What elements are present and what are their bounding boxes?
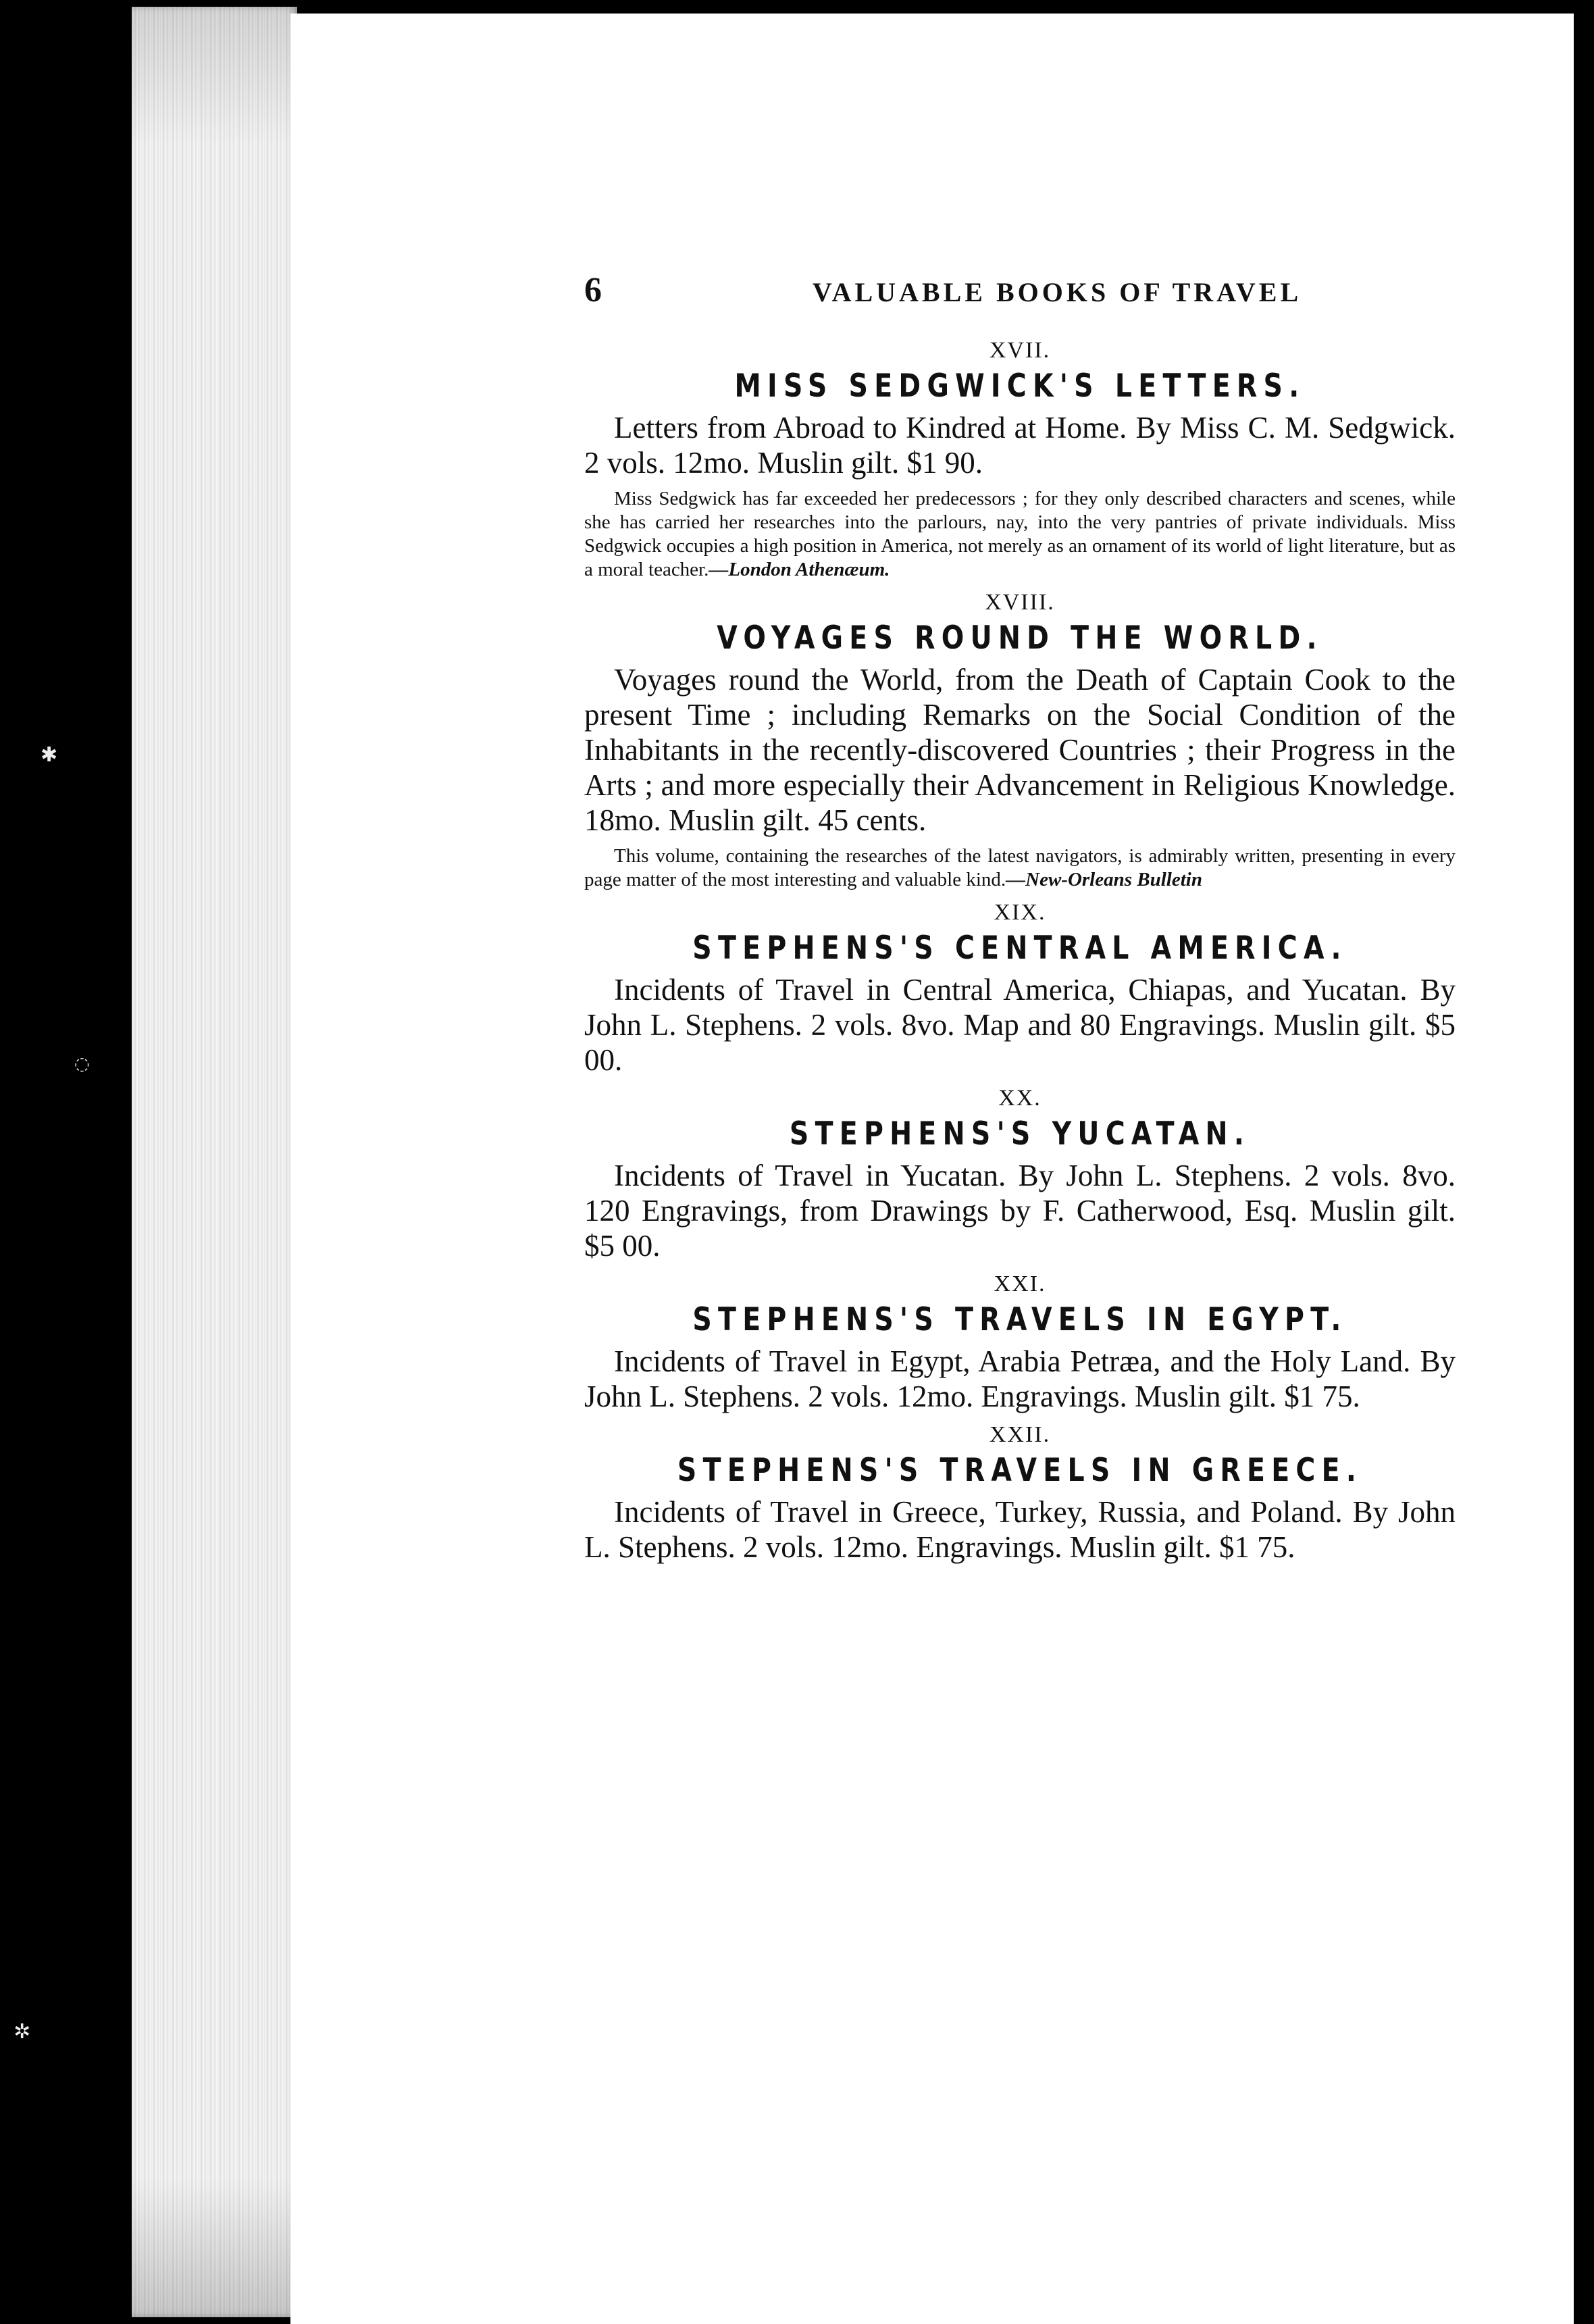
entry-title: VOYAGES ROUND THE WORLD. [717, 620, 1323, 657]
book-entry [584, 900, 1456, 1078]
review-source: —New-Orleans Bulletin [1006, 869, 1202, 890]
entry-description: Incidents of Travel in Egypt, Arabia Petræa, and the Holy Land. By John L. Stephens. 2 vols. 12mo. Engravings. Muslin gilt. $1 75. [584, 1344, 1456, 1413]
entry-review [584, 487, 1456, 582]
entry-title: MISS SEDGWICK'S LETTERS. [734, 368, 1306, 405]
entry-description: Voyages round the World, from the Death of Captain Cook to the present Time ; including Remarks on the Social Condition of the Inhabitants in the recently-discovered Countries ; their Progress in the Arts ; and more especially their Advancement in Religious Knowledge. 18mo. Muslin gilt. 45 cents. [584, 663, 1456, 837]
entry-numeral: XIX. [994, 900, 1046, 925]
book-entry [584, 1422, 1456, 1565]
scan-speck: ✱ [41, 743, 58, 767]
page-fore-edge [132, 7, 297, 2317]
entry-numeral: XVII. [989, 338, 1051, 363]
entry-title: STEPHENS'S TRAVELS IN EGYPT. [692, 1301, 1347, 1338]
entry-numeral: XX. [998, 1086, 1042, 1111]
book-entry [584, 590, 1456, 892]
running-head [584, 270, 1456, 324]
text-block [584, 270, 1456, 1573]
entry-numeral: XVIII. [985, 590, 1055, 615]
review-text: Miss Sedgwick has far exceeded her predecessors ; for they only described characters and scenes, while she has carried her researches into the parlours, nay, into the very pantries of private individuals. Miss Sedgwick occupies a high position in America, not merely as an ornament of its world of light literature, but as a moral teacher. [584, 488, 1456, 580]
review-text: This volume, containing the researches of the latest navigators, is admirably written, presenting in every page matter of the most interesting and valuable kind. [584, 845, 1456, 890]
entry-description: Letters from Abroad to Kindred at Home. By Miss C. M. Sedgwick. 2 vols. 12mo. Muslin gilt. $1 90. [584, 411, 1456, 480]
entry-description: Incidents of Travel in Yucatan. By John L. Stephens. 2 vols. 8vo. 120 Engravings, from Drawings by F. Catherwood, Esq. Muslin gilt. $5 00. [584, 1159, 1456, 1263]
entry-title: STEPHENS'S YUCATAN. [789, 1115, 1251, 1153]
page-number: 6 [584, 271, 602, 309]
scan-speck: ◌ [74, 1054, 90, 1074]
review-source: —London Athenæum. [709, 559, 890, 580]
book-entry [584, 1086, 1456, 1263]
entry-title: STEPHENS'S CENTRAL AMERICA. [692, 930, 1347, 967]
entry-description: Incidents of Travel in Central America, Chiapas, and Yucatan. By John L. Stephens. 2 vols. 8vo. Map and 80 Engravings. Muslin gilt. $5 00. [584, 973, 1456, 1077]
entry-title: STEPHENS'S TRAVELS IN GREECE. [677, 1452, 1363, 1489]
scan-speck: ✲ [14, 2020, 31, 2044]
book-entry [584, 1271, 1456, 1414]
entry-review [584, 844, 1456, 892]
book-entry [584, 338, 1456, 582]
entry-numeral: XXII. [989, 1422, 1051, 1447]
entry-description: Incidents of Travel in Greece, Turkey, Russia, and Poland. By John L. Stephens. 2 vols. 12mo. Engravings. Muslin gilt. $1 75. [584, 1495, 1456, 1564]
entry-numeral: XXI. [994, 1271, 1046, 1296]
running-title: VALUABLE BOOKS OF TRAVEL [812, 277, 1302, 307]
